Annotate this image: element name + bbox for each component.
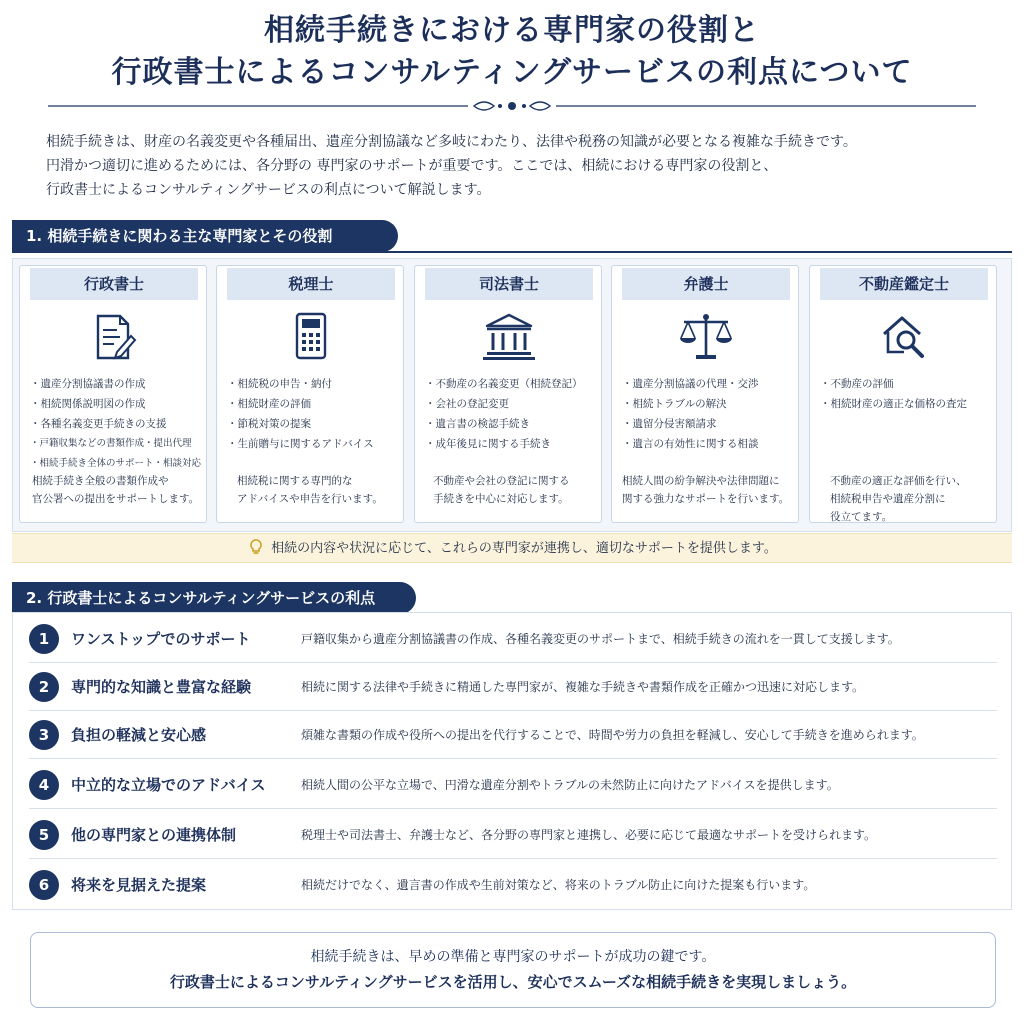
duty-item: ・相続財産の適正な価格の査定 — [820, 398, 967, 410]
desc-line: 手続きを中心に対応します。 — [433, 493, 569, 505]
expert-name: 司法書士 — [425, 268, 593, 300]
intro-line: 行政書士によるコンサルティングサービスの利点について解説します。 — [46, 182, 491, 198]
desc-line: 相続税申告や遺産分割に — [830, 493, 946, 505]
expert-card-gyoseishoshi — [19, 265, 207, 523]
desc-line: アドバイスや申告を行います。 — [237, 493, 383, 505]
intro-text — [46, 130, 986, 202]
expert-desc — [830, 472, 1000, 526]
duty-item: ・不動産の評価 — [820, 378, 894, 390]
desc-line: 不動産や会社の登記に関する — [433, 475, 570, 487]
expert-duties — [622, 374, 798, 454]
benefit-number: 1 — [29, 624, 59, 654]
duty-item: ・遺留分侵害額請求 — [622, 418, 717, 430]
duty-item: ・節税対策の提案 — [227, 418, 311, 430]
section2-heading: 2. 行政書士によるコンサルティングサービスの利点 — [12, 582, 416, 614]
benefit-desc: 相続人間の公平な立場で、円滑な遺産分割やトラブルの未然防止に向けたアドバイスを提供します。 — [301, 778, 839, 792]
duty-item: ・相続トラブルの解決 — [622, 398, 727, 410]
expert-name: 税理士 — [227, 268, 395, 300]
expert-duties — [425, 374, 601, 454]
benefit-row — [29, 761, 997, 809]
benefit-number: 5 — [29, 820, 59, 850]
benefit-desc: 相続だけでなく、遺言書の作成や生前対策など、将来のトラブル防止に向けた提案も行います。 — [301, 878, 816, 892]
duty-item: ・遺産分割協議の代理・交渉 — [622, 378, 759, 390]
benefit-number: 3 — [29, 720, 59, 750]
expert-name: 不動産鑑定士 — [820, 268, 988, 300]
benefit-row — [29, 861, 997, 909]
closing-line-2: 行政書士によるコンサルティングサービスを活用し、安心でスムーズな相続手続きを実現しましょう。 — [169, 973, 857, 991]
desc-line: 相続人間の紛争解決や法律問題に — [622, 475, 780, 487]
expert-card-bengoshi — [611, 265, 799, 523]
duty-item: ・相続関係説明図の作成 — [30, 398, 146, 410]
expert-card-shihoshoshi — [414, 265, 602, 523]
section1-rule — [12, 251, 1012, 253]
duty-item: ・相続税の申告・納付 — [227, 378, 332, 390]
collaboration-notice — [12, 533, 1012, 563]
desc-line: 不動産の適正な評価を行い、 — [830, 475, 967, 487]
expert-desc — [622, 472, 798, 508]
duty-item: ・各種名義変更手続きの支援 — [30, 418, 167, 430]
benefit-number: 2 — [29, 672, 59, 702]
desc-line: 相続税に関する専門的な — [237, 475, 353, 487]
building-icon — [479, 312, 539, 362]
page-title — [0, 10, 1024, 94]
benefit-row — [29, 615, 997, 663]
closing-message — [30, 932, 996, 1008]
benefit-desc: 税理士や司法書士、弁護士など、各分野の専門家と連携し、必要に応じて最適なサポートを受けられます。 — [301, 828, 877, 842]
expert-duties — [820, 374, 996, 414]
benefits-list — [12, 612, 1012, 910]
document-pen-icon — [84, 312, 144, 362]
intro-line: 相続手続きは、財産の名義変更や各種届出、遺産分割協議など多岐にわたり、法律や税務の知識が必要となる複雑な手続きです。 — [46, 134, 857, 150]
notice-text: 相続の内容や状況に応じて、これらの専門家が連携し、適切なサポートを提供します。 — [271, 541, 777, 556]
duty-item: ・生前贈与に関するアドバイス — [227, 438, 374, 450]
expert-card-zeirishi — [216, 265, 404, 523]
title-line-1: 相続手続きにおける専門家の役割と — [264, 13, 760, 48]
expert-desc — [237, 472, 407, 508]
duty-item: ・遺言の有効性に関する相談 — [622, 438, 759, 450]
title-line-2: 行政書士によるコンサルティングサービスの利点について — [111, 55, 913, 90]
benefit-title: ワンストップでのサポート — [71, 630, 251, 648]
benefit-desc: 相続に関する法律や手続きに精通した専門家が、複雑な手続きや書類作成を正確かつ迅速に対応します。 — [301, 680, 865, 694]
duty-item: ・会社の登記変更 — [425, 398, 509, 410]
duty-item: ・成年後見に関する手続き — [425, 438, 551, 450]
duty-item: ・戸籍収集などの書類作成・提出代理 — [30, 438, 192, 449]
ornament-divider — [48, 96, 976, 116]
expert-cards — [12, 258, 1012, 532]
desc-line: 関する強力なサポートを行います。 — [622, 493, 790, 505]
benefit-row — [29, 811, 997, 859]
benefit-desc: 煩雑な書類の作成や役所への提出を代行することで、時間や労力の負担を軽減し、安心して手続きを進められます。 — [301, 728, 924, 742]
benefit-title: 中立的な立場でのアドバイス — [71, 776, 266, 794]
duty-item: ・遺言書の検認手続き — [425, 418, 530, 430]
benefit-desc: 戸籍収集から遺産分割協議書の作成、各種名義変更のサポートまで、相続手続きの流れを一貫して支援します。 — [301, 632, 900, 646]
scales-icon — [676, 312, 736, 362]
intro-line: 円滑かつ適切に進めるためには、各分野の 専門家のサポートが重要です。ここでは、相続における専門家の役割と、 — [46, 158, 778, 174]
expert-duties — [227, 374, 403, 454]
duty-item: ・相続手続き全体のサポート・相談対応 — [30, 458, 202, 469]
calculator-icon — [281, 312, 341, 362]
desc-line: 相続手続き全般の書類作成や — [32, 475, 169, 487]
benefit-title: 将来を見据えた提案 — [71, 876, 207, 894]
expert-card-fudosan-kanteishi — [809, 265, 997, 523]
duty-item: ・不動産の名義変更（相続登記） — [425, 378, 583, 390]
closing-line-1: 相続手続きは、早めの準備と専門家のサポートが成功の鍵です。 — [310, 949, 716, 965]
house-magnifier-icon — [874, 312, 934, 362]
benefit-title: 専門的な知識と豊富な経験 — [71, 678, 252, 696]
desc-line: 官公署への提出をサポートします。 — [32, 493, 200, 505]
benefit-number: 4 — [29, 770, 59, 800]
benefit-title: 他の専門家との連携体制 — [71, 826, 237, 844]
expert-duties — [30, 374, 206, 474]
duty-item: ・遺産分割協議書の作成 — [30, 378, 146, 390]
section1-heading: 1. 相続手続きに関わる主な専門家とその役割 — [12, 220, 398, 252]
duty-item: ・相続財産の評価 — [227, 398, 311, 410]
benefit-row — [29, 711, 997, 759]
lightbulb-icon — [247, 538, 265, 556]
expert-desc — [32, 472, 202, 508]
desc-line: 役立てます。 — [830, 511, 893, 523]
benefit-row — [29, 663, 997, 711]
benefit-title: 負担の軽減と安心感 — [71, 726, 207, 744]
expert-desc — [433, 472, 603, 508]
expert-name: 弁護士 — [622, 268, 790, 300]
expert-name: 行政書士 — [30, 268, 198, 300]
benefit-number: 6 — [29, 870, 59, 900]
